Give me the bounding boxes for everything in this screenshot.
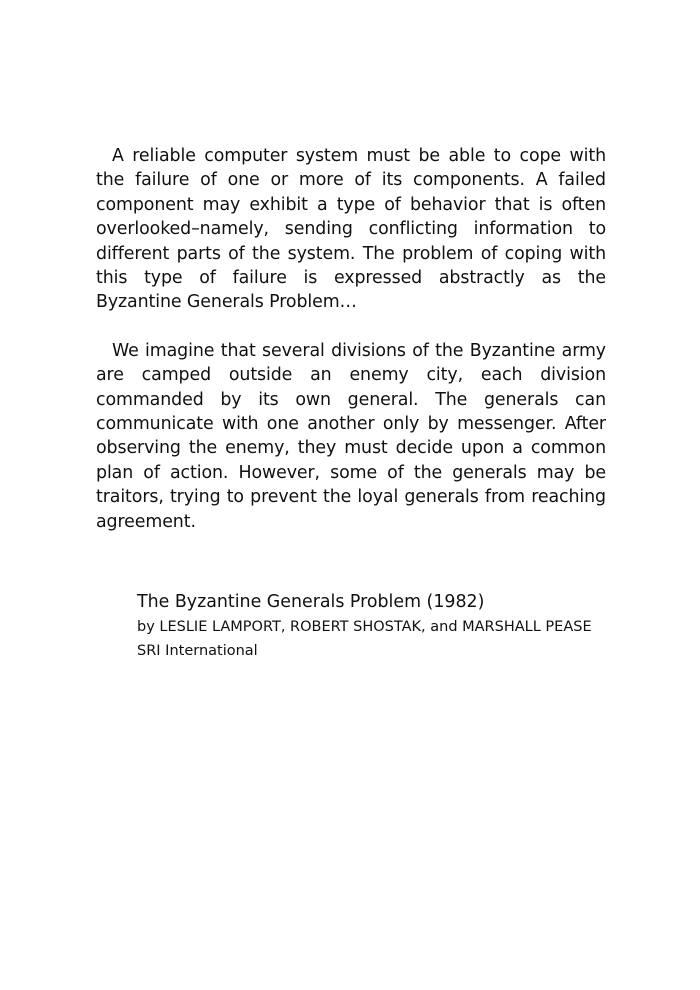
quote-body [96, 144, 606, 534]
citation-affiliation: SRI International [137, 643, 258, 659]
citation-authors: by LESLIE LAMPORT, ROBERT SHOSTAK, and MARSHALL PEASE [137, 619, 592, 635]
paragraph-2: We imagine that several divisions of the Byzantine army are camped outside an enemy city, each division commanded by its own general. The generals can communicate with one another only by messenger. After observing the enemy, they must decide upon a common plan of action. However, some of the generals may be traitors, trying to prevent the loyal generals from reaching agreement. [96, 340, 606, 532]
citation-block [137, 590, 617, 663]
paragraph-1: A reliable computer system must be able to cope with the failure of one or more of its components. A failed component may exhibit a type of behavior that is often overlooked–namely, sending conflicting information to different parts of the system. The problem of coping with this type of failure is expressed abstractly as the Byzantine Generals Problem… [96, 146, 606, 313]
citation-title: The Byzantine Generals Problem (1982) [137, 592, 485, 612]
